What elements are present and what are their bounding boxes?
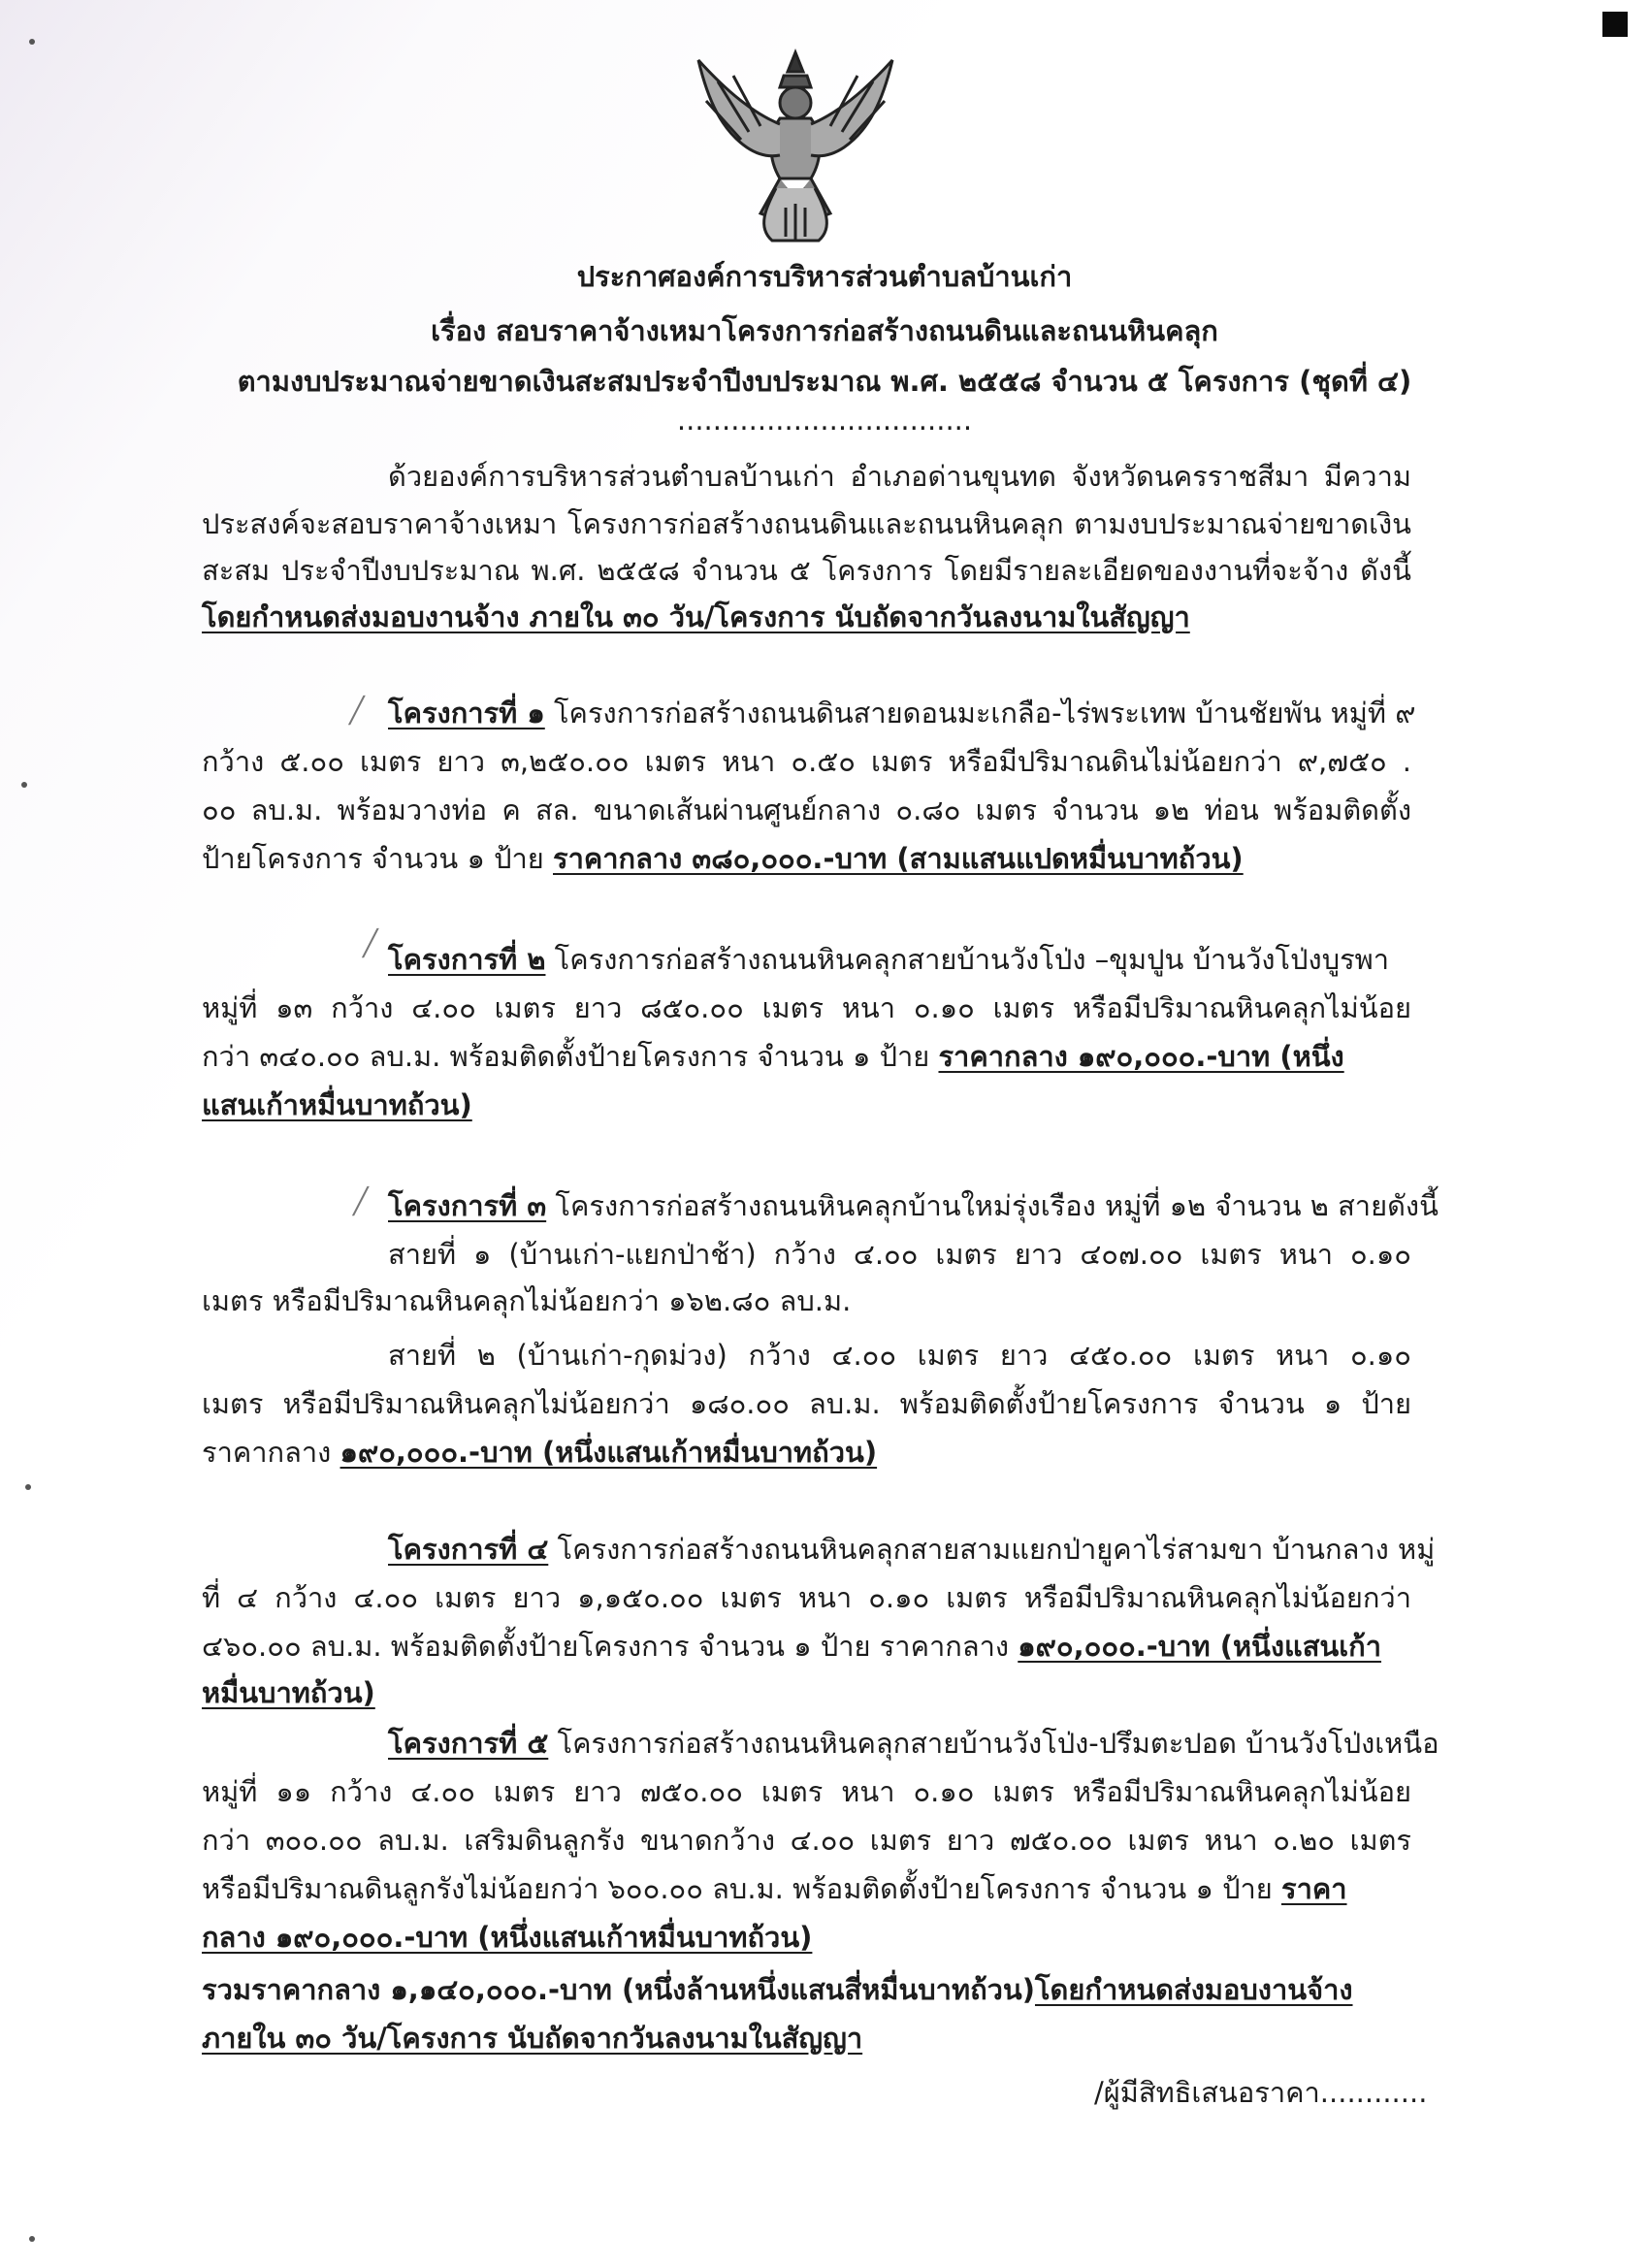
project-2-line-1 — [388, 937, 1389, 982]
project-2-line-4: แสนเก้าหมื่นบาทถ้วน) — [202, 1088, 472, 1121]
project-1-title: โครงการก่อสร้างถนนดินสายดอนมะเกลือ-ไร่พระเทพ บ้านชัยพัน หมู่ที่ ๙ — [544, 697, 1416, 729]
scan-speck — [29, 39, 35, 45]
project-1-line-1 — [388, 691, 1416, 735]
project-2-line-3 — [202, 1034, 1344, 1079]
project-3-line-4: สายที่ ๒ (บ้านเก่า-กุดม่วง) กว้าง ๔.๐๐ เมตร ยาว ๔๕๐.๐๐ เมตร หนา ๐.๑๐ — [388, 1339, 1411, 1372]
check-mark-icon: ╱ — [363, 929, 378, 958]
project-3-price: ๑๙๐,๐๐๐.-บาท (หนึ่งแสนเก้าหมื่นบาทถ้วน) — [340, 1436, 878, 1469]
project-4-line-3 — [202, 1624, 1381, 1669]
project-5-line-2: หมู่ที่ ๑๑ กว้าง ๔.๐๐ เมตร ยาว ๗๕๐.๐๐ เมตร หนา ๐.๑๐ เมตร หรือมีปริมาณหินคลุกไม่น้อย — [202, 1775, 1411, 1808]
project-5-line-4 — [202, 1866, 1347, 1911]
project-1-label: โครงการที่ ๑ — [388, 697, 545, 729]
scan-speck — [21, 782, 27, 788]
intro-line-2: ประสงค์จะสอบราคาจ้างเหมา โครงการก่อสร้างถนนดินและถนนหินคลุก ตามงบประมาณจ่ายขาดเงิน — [202, 507, 1411, 540]
project-1-line-3: ๐๐ ลบ.ม. พร้อมวางท่อ ค สล. ขนาดเส้นผ่านศูนย์กลาง ๐.๘๐ เมตร จำนวน ๑๒ ท่อน พร้อมติดตั้ง — [202, 794, 1411, 826]
document-budget-line: ตามงบประมาณจ่ายขาดเงินสะสมประจำปีงบประมาณ พ.ศ. ๒๕๕๘ จำนวน ๕ โครงการ (ชุดที่ ๔) — [237, 365, 1412, 398]
project-4-line-2: ที่ ๔ กว้าง ๔.๐๐ เมตร ยาว ๑,๑๕๐.๐๐ เมตร หนา ๐.๑๐ เมตร หรือมีปริมาณหินคลุกไม่น้อยกว่า — [202, 1581, 1411, 1614]
project-2-price: ราคากลาง ๑๙๐,๐๐๐.-บาท (หนึ่ง — [938, 1040, 1344, 1073]
total-line-2: ภายใน ๓๐ วัน/โครงการ นับถัดจากวันลงนามในสัญญา — [202, 2022, 863, 2055]
project-3-line-5: เมตร หรือมีปริมาณหินคลุกไม่น้อยกว่า ๑๘๐.๐๐ ลบ.ม. พร้อมติดตั้งป้ายโครงการ จำนวน ๑ ป้าย — [202, 1387, 1411, 1420]
project-4-sign: ๔๖๐.๐๐ ลบ.ม. พร้อมติดตั้งป้ายโครงการ จำนวน ๑ ป้าย ราคากลาง — [202, 1630, 1018, 1663]
project-4-price: ๑๙๐,๐๐๐.-บาท (หนึ่งแสนเก้า — [1018, 1630, 1382, 1663]
project-2-label: โครงการที่ ๒ — [388, 943, 546, 976]
project-5-price: กลาง ๑๙๐,๐๐๐.-บาท (หนึ่งแสนเก้าหมื่นบาทถ้วน) — [202, 1921, 813, 1954]
project-4-title: โครงการก่อสร้างถนนหินคลุกสายสามแยกป่ายูคาไร่สามขา บ้านกลาง หมู่ — [548, 1533, 1436, 1566]
total-delivery-term: โดยกำหนดส่งมอบงานจ้าง — [1034, 1973, 1353, 2006]
total-line-1 — [202, 1967, 1353, 2012]
project-1-line-4 — [202, 836, 1244, 881]
project-5-line-3: กว่า ๓๐๐.๐๐ ลบ.ม. เสริมดินลูกรัง ขนาดกว้าง ๔.๐๐ เมตร ยาว ๗๕๐.๐๐ เมตร หนา ๐.๒๐ เมตร — [202, 1824, 1411, 1857]
project-1-sign: ป้ายโครงการ จำนวน ๑ ป้าย — [202, 842, 553, 875]
project-3-line-3: เมตร หรือมีปริมาณหินคลุกไม่น้อยกว่า ๑๖๒.๘๐ ลบ.ม. — [202, 1284, 852, 1317]
project-3-title: โครงการก่อสร้างถนนหินคลุกบ้านใหม่รุ่งเรือง หมู่ที่ ๑๒ จำนวน ๒ สายดังนี้ — [546, 1189, 1439, 1222]
project-4-line-4: หมื่นบาทถ้วน) — [202, 1676, 375, 1709]
project-5-line-1 — [388, 1721, 1439, 1766]
project-5-title: โครงการก่อสร้างถนนหินคลุกสายบ้านวังโป่ง-ปรึมตะปอด บ้านวังโป่งเหนือ — [548, 1727, 1439, 1760]
intro-delivery-term: โดยกำหนดส่งมอบงานจ้าง ภายใน ๓๐ วัน/โครงการ นับถัดจากวันลงนามในสัญญา — [202, 600, 1190, 633]
project-5-sign: หรือมีปริมาณดินลูกรังไม่น้อยกว่า ๖๐๐.๐๐ ลบ.ม. พร้อมติดตั้งป้ายโครงการ จำนวน ๑ ป้าย — [202, 1872, 1281, 1905]
check-mark-icon: ╱ — [349, 697, 365, 726]
project-2-sign: กว่า ๓๔๐.๐๐ ลบ.ม. พร้อมติดตั้งป้ายโครงการ จำนวน ๑ ป้าย — [202, 1040, 939, 1073]
header-separator: ................................. — [676, 404, 973, 437]
total-price: รวมราคากลาง ๑,๑๔๐,๐๐๐.-บาท (หนึ่งล้านหนึ่งแสนสี่หมื่นบาทถ้วน) — [202, 1973, 1035, 2006]
intro-line-1: ด้วยองค์การบริหารส่วนตำบลบ้านเก่า อำเภอด่านขุนทด จังหวัดนครราชสีมา มีความ — [388, 460, 1411, 493]
check-mark-icon: ╱ — [353, 1187, 369, 1216]
project-1-line-2: กว้าง ๕.๐๐ เมตร ยาว ๓,๒๕๐.๐๐ เมตร หนา ๐.๕๐ เมตร หรือมีปริมาณดินไม่น้อยกว่า ๙,๗๕๐ . — [202, 745, 1411, 778]
project-2-line-2: หมู่ที่ ๑๓ กว้าง ๔.๐๐ เมตร ยาว ๘๕๐.๐๐ เมตร หนา ๐.๑๐ เมตร หรือมีปริมาณหินคลุกไม่น้อย — [202, 991, 1411, 1024]
intro-line-3: สะสม ประจำปีงบประมาณ พ.ศ. ๒๕๕๘ จำนวน ๕ โครงการ โดยมีรายละเอียดของงานที่จะจ้าง ดังนี้ — [202, 554, 1411, 587]
project-5-price-start: ราคา — [1281, 1872, 1347, 1905]
project-3-line-6 — [202, 1430, 877, 1474]
document-title: ประกาศองค์การบริหารส่วนตำบลบ้านเก่า — [576, 260, 1073, 293]
project-2-title: โครงการก่อสร้างถนนหินคลุกสายบ้านวังโป่ง –ขุมปูน บ้านวังโป่งบูรพา — [545, 943, 1390, 976]
project-5-label: โครงการที่ ๕ — [388, 1727, 549, 1760]
project-3-line-2: สายที่ ๑ (บ้านเก่า-แยกป่าช้า) กว้าง ๔.๐๐ เมตร ยาว ๔๐๗.๐๐ เมตร หนา ๐.๑๐ — [388, 1238, 1411, 1271]
document-subject: เรื่อง สอบราคาจ้างเหมาโครงการก่อสร้างถนนดินและถนนหินคลุก — [431, 314, 1218, 347]
garuda-emblem-icon — [679, 43, 912, 248]
project-1-price: ราคากลาง ๓๘๐,๐๐๐.-บาท (สามแสนแปดหมื่นบาทถ้วน) — [553, 842, 1244, 875]
project-3-price-label: ราคากลาง — [202, 1436, 340, 1469]
project-4-label: โครงการที่ ๔ — [388, 1533, 549, 1566]
project-3-line-1 — [388, 1183, 1439, 1228]
scan-corner-mark — [1602, 12, 1628, 37]
project-4-line-1 — [388, 1527, 1435, 1571]
continued-on-next-page: /ผู้มีสิทธิเสนอราคา............ — [1094, 2076, 1428, 2109]
scan-speck — [29, 2236, 35, 2242]
scan-speck — [25, 1484, 31, 1490]
project-3-label: โครงการที่ ๓ — [388, 1189, 547, 1222]
